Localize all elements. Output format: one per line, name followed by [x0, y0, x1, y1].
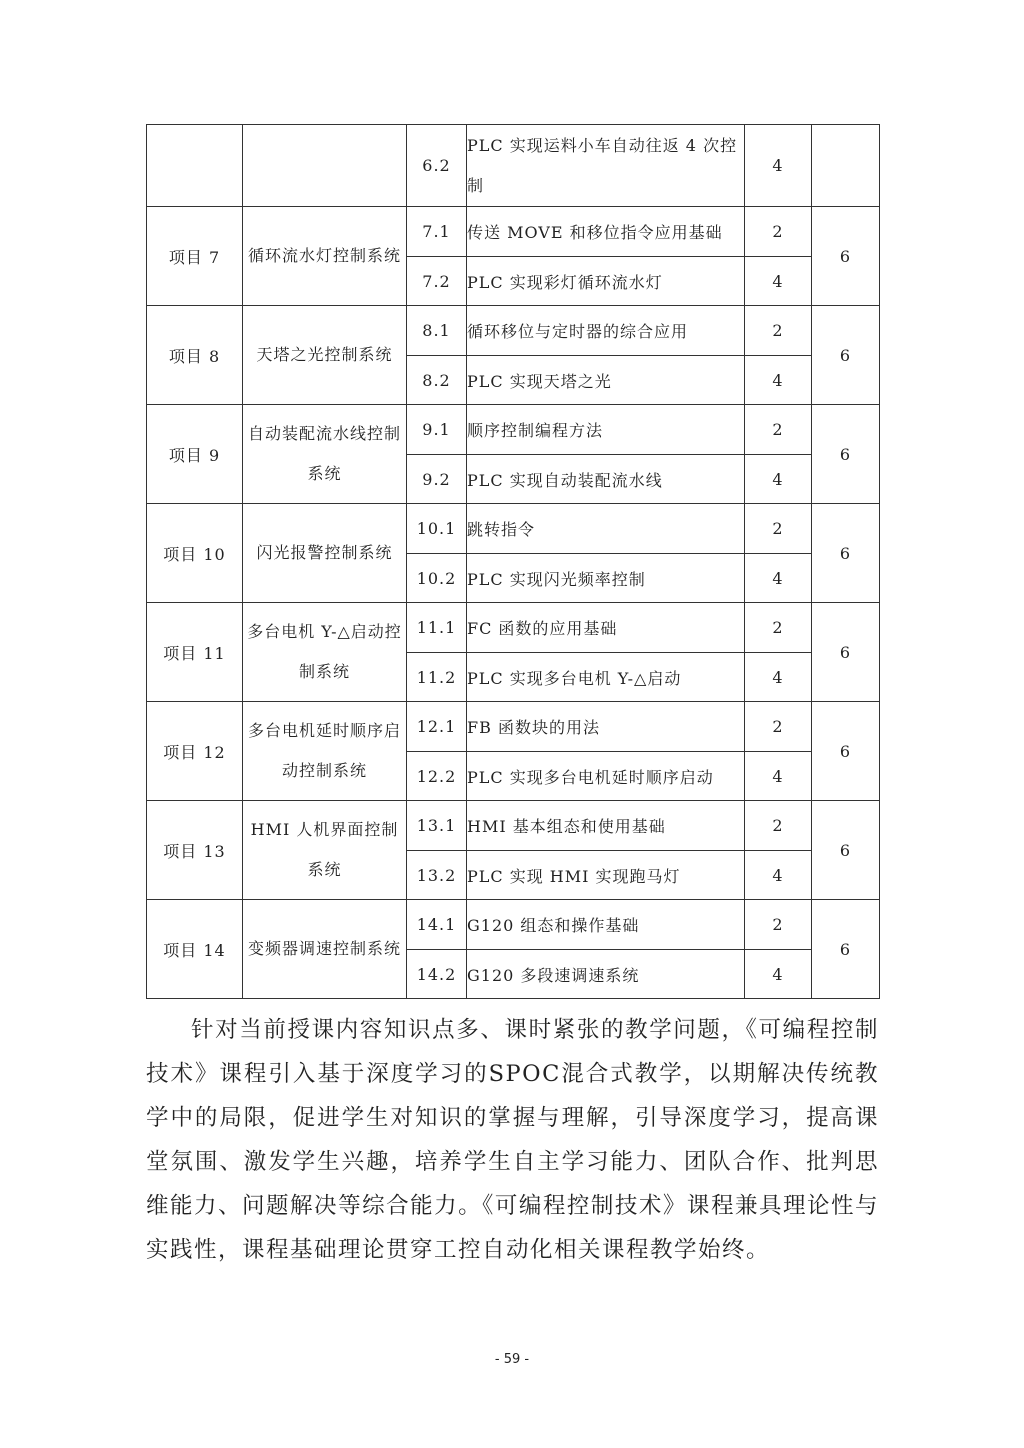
lesson-hours: 4	[745, 257, 812, 306]
lesson-hours: 2	[745, 702, 812, 752]
lesson-topic: PLC 实现彩灯循环流水灯	[467, 257, 745, 306]
lesson-topic: 跳转指令	[467, 504, 745, 554]
project-label: 项目 8	[147, 306, 243, 405]
project-name: HMI 人机界面控制系统	[243, 801, 407, 900]
project-name: 循环流水灯控制系统	[243, 207, 407, 306]
total-hours: 6	[812, 207, 880, 306]
lesson-number: 11.1	[407, 603, 467, 653]
lesson-number: 14.2	[407, 950, 467, 999]
lesson-topic: PLC 实现多台电机 Y-△启动	[467, 653, 745, 702]
curriculum-table	[146, 124, 880, 999]
lesson-hours: 4	[745, 653, 812, 702]
total-hours: 6	[812, 405, 880, 504]
lesson-topic: G120 组态和操作基础	[467, 900, 745, 950]
project-label: 项目 7	[147, 207, 243, 306]
project-name: 闪光报警控制系统	[243, 504, 407, 603]
total-hours: 6	[812, 603, 880, 702]
lesson-hours: 4	[745, 851, 812, 900]
lesson-number: 10.1	[407, 504, 467, 554]
total-hours: 6	[812, 900, 880, 999]
lesson-number: 7.2	[407, 257, 467, 306]
lesson-topic: PLC 实现多台电机延时顺序启动	[467, 752, 745, 801]
lesson-topic	[467, 125, 745, 207]
lesson-hours: 2	[745, 900, 812, 950]
lesson-hours: 4	[745, 950, 812, 999]
table-row	[147, 702, 880, 752]
table-row	[147, 504, 880, 554]
lesson-topic: 传送 MOVE 和移位指令应用基础	[467, 207, 745, 257]
table-row	[147, 801, 880, 851]
lesson-topic: PLC 实现天塔之光	[467, 356, 745, 405]
lesson-hours: 4	[745, 356, 812, 405]
lesson-hours: 2	[745, 306, 812, 356]
project-label: 项目 12	[147, 702, 243, 801]
lesson-hours: 2	[745, 504, 812, 554]
page-number: - 59 -	[494, 1352, 530, 1367]
project-name-cell	[243, 125, 407, 207]
total-hours: 6	[812, 801, 880, 900]
lesson-hours: 2	[745, 801, 812, 851]
lesson-number: 12.1	[407, 702, 467, 752]
table-row	[147, 900, 880, 950]
total-hours: 6	[812, 504, 880, 603]
lesson-hours: 4	[745, 554, 812, 603]
lesson-number: 8.1	[407, 306, 467, 356]
project-label: 项目 9	[147, 405, 243, 504]
project-label: 项目 14	[147, 900, 243, 999]
lesson-number: 13.2	[407, 851, 467, 900]
table-row	[147, 405, 880, 455]
lesson-hours: 4	[745, 455, 812, 504]
total-hours: 6	[812, 702, 880, 801]
project-name: 自动装配流水线控制系统	[243, 405, 407, 504]
lesson-hours: 4	[745, 752, 812, 801]
lesson-hours: 4	[745, 125, 812, 207]
lesson-topic-text: PLC 实现运料小车自动往返 4 次控制	[467, 135, 738, 195]
project-name: 变频器调速控制系统	[243, 900, 407, 999]
lesson-hours: 2	[745, 207, 812, 257]
lesson-number: 7.1	[407, 207, 467, 257]
lesson-topic: FB 函数块的用法	[467, 702, 745, 752]
project-name: 天塔之光控制系统	[243, 306, 407, 405]
lesson-topic: PLC 实现闪光频率控制	[467, 554, 745, 603]
project-label: 项目 10	[147, 504, 243, 603]
lesson-topic: PLC 实现自动装配流水线	[467, 455, 745, 504]
lesson-number: 9.2	[407, 455, 467, 504]
project-name: 多台电机 Y-△启动控制系统	[243, 603, 407, 702]
lesson-number: 13.1	[407, 801, 467, 851]
lesson-topic: HMI 基本组态和使用基础	[467, 801, 745, 851]
project-cell	[147, 125, 243, 207]
project-label: 项目 13	[147, 801, 243, 900]
total-hours-cell	[812, 125, 880, 207]
lesson-topic: 循环移位与定时器的综合应用	[467, 306, 745, 356]
lesson-hours: 2	[745, 603, 812, 653]
table-row	[147, 125, 880, 207]
lesson-topic: G120 多段速调速系统	[467, 950, 745, 999]
table-row	[147, 603, 880, 653]
body-paragraph: 针对当前授课内容知识点多、课时紧张的教学问题，《可编程控制技术》课程引入基于深度学习的SPOC混合式教学，以期解决传统教学中的局限，促进学生对知识的掌握与理解，引导深度学习，提高课堂氛围、激发学生兴趣，培养学生自主学习能力、团队合作、批判思维能力、问题解决等综合能力。《可编程控制技术》课程兼具理论性与实践性，课程基础理论贯穿工控自动化相关课程教学始终。	[146, 1017, 879, 1263]
lesson-number: 10.2	[407, 554, 467, 603]
lesson-number: 12.2	[407, 752, 467, 801]
lesson-number: 8.2	[407, 356, 467, 405]
lesson-hours: 2	[745, 405, 812, 455]
lesson-topic: FC 函数的应用基础	[467, 603, 745, 653]
lesson-number: 6.2	[407, 125, 467, 207]
project-name: 多台电机延时顺序启动控制系统	[243, 702, 407, 801]
total-hours: 6	[812, 306, 880, 405]
lesson-topic: PLC 实现 HMI 实现跑马灯	[467, 851, 745, 900]
table-row	[147, 207, 880, 257]
lesson-number: 11.2	[407, 653, 467, 702]
table-row	[147, 306, 880, 356]
lesson-number: 9.1	[407, 405, 467, 455]
lesson-topic: 顺序控制编程方法	[467, 405, 745, 455]
project-label: 项目 11	[147, 603, 243, 702]
lesson-number: 14.1	[407, 900, 467, 950]
